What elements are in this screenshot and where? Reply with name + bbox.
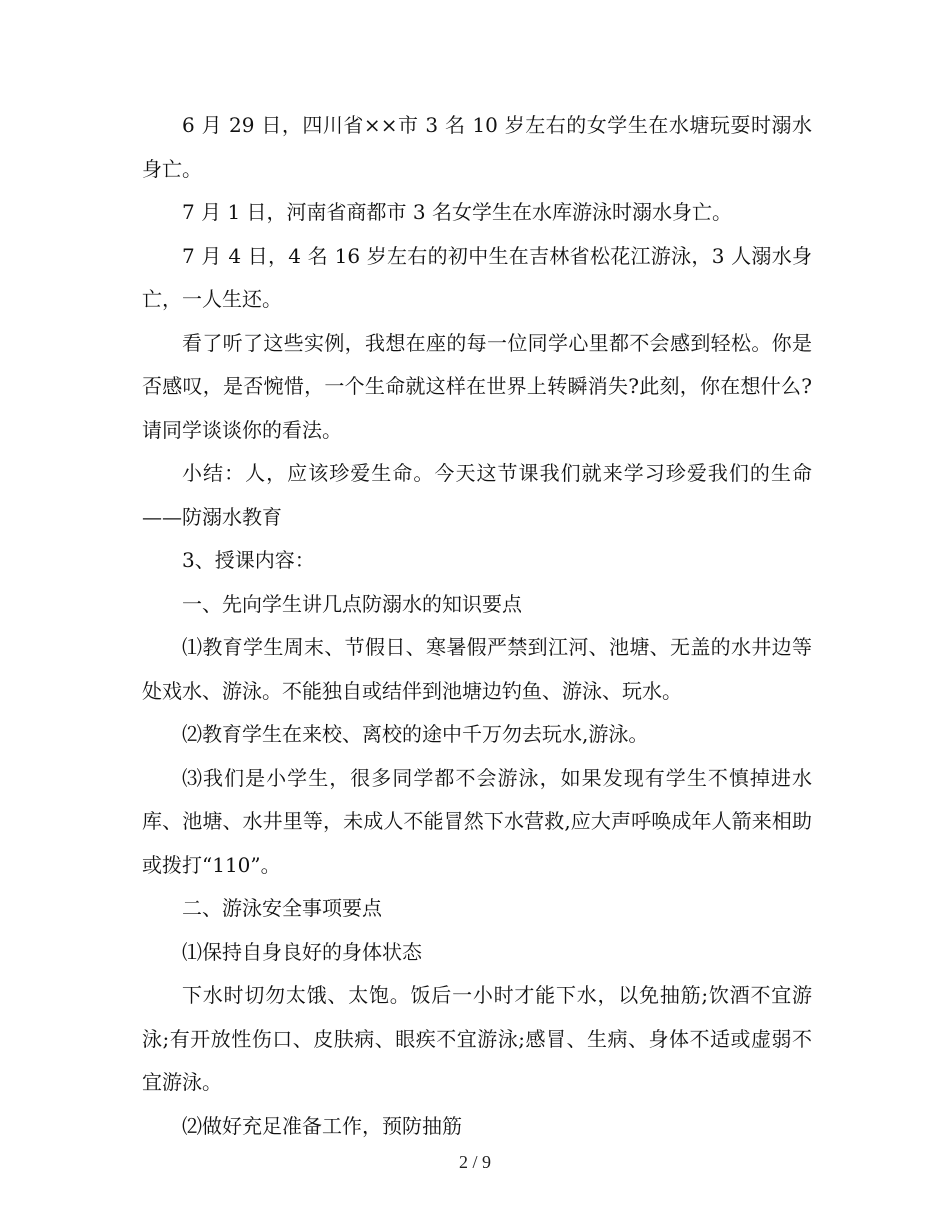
paragraph-summary: 小结：人，应该珍爱生命。今天这节课我们就来学习珍爱我们的生命——防溺水教育 bbox=[142, 461, 812, 529]
list-item-safety-2: ⑵做好充足准备工作，预防抽筋 bbox=[182, 1113, 462, 1138]
document-body bbox=[142, 104, 812, 1148]
paragraph-incident-july-1: 7 月 1 日，河南省商都市 3 名女学生在水库游泳时溺水身亡。 bbox=[182, 200, 732, 224]
list-item-rule-3: ⑶我们是小学生，很多同学都不会游泳，如果发现有学生不慎掉进水库、池塘、水井里等，未成人不能冒然下水营救,应大声呼唤成年人箭来相助或拨打“110”。 bbox=[142, 765, 812, 877]
section-heading-teaching-content: 3、授课内容： bbox=[182, 548, 315, 572]
section-heading-swimming-safety: 二、游泳安全事项要点 bbox=[182, 896, 382, 920]
paragraph-reflection: 看了听了这些实例，我想在座的每一位同学心里都不会感到轻松。你是否感叹，是否惋惜，一个生命就这样在世界上转瞬消失?此刻，你在想什么?请同学谈谈你的看法。 bbox=[142, 330, 812, 442]
list-item-safety-1: ⑴保持自身良好的身体状态 bbox=[182, 939, 422, 964]
list-item-rule-2: ⑵教育学生在来校、离校的途中千万勿去玩水,游泳。 bbox=[182, 722, 649, 746]
paragraph-incident-june-29: 6 月 29 日，四川省××市 3 名 10 岁左右的女学生在水塘玩耍时溺水身亡。 bbox=[142, 113, 812, 181]
paragraph-incident-july-4: 7 月 4 日，4 名 16 岁左右的初中生在吉林省松花江游泳，3 人溺水身亡，一人生还。 bbox=[142, 243, 812, 311]
paragraph-safety-1-detail: 下水时切勿太饿、太饱。饭后一小时才能下水，以免抽筋;饮酒不宜游泳;有开放性伤口、皮肤病、眼疾不宜游泳;感冒、生病、身体不适或虚弱不宜游泳。 bbox=[142, 983, 812, 1094]
list-item-rule-1: ⑴教育学生周末、节假日、寒暑假严禁到江河、池塘、无盖的水井边等处戏水、游泳。不能独自或结伴到池塘边钓鱼、游泳、玩水。 bbox=[142, 635, 812, 703]
page-number: 2 / 9 bbox=[458, 1152, 491, 1172]
section-heading-knowledge-points: 一、先向学生讲几点防溺水的知识要点 bbox=[182, 591, 522, 616]
